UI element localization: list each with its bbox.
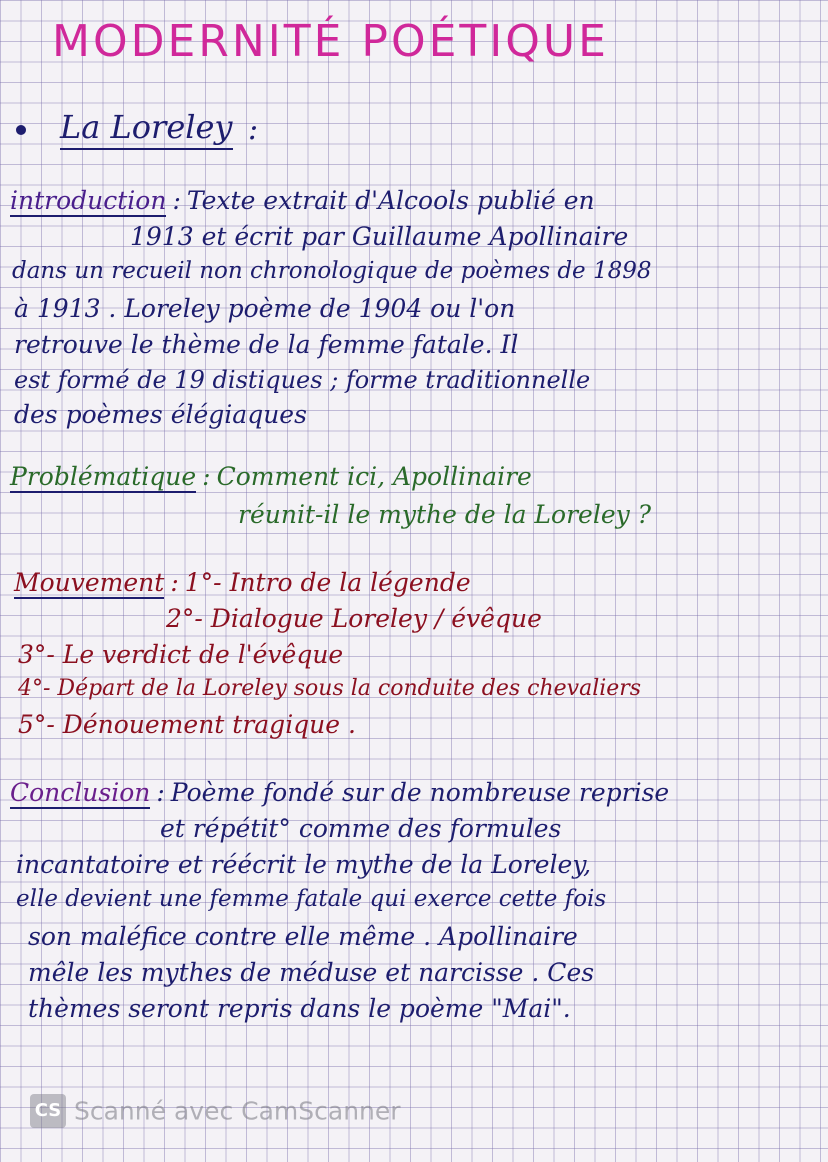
section-title: La Loreley [60, 108, 233, 150]
page-title: MODERNITÉ POÉTIQUE [52, 16, 609, 67]
conclusion-line-7: thèmes seront repris dans le poème "Mai". [28, 994, 571, 1023]
conclusion-text-1: Poème fondé sur de nombreuse reprise [170, 778, 670, 807]
introduction-line-4: à 1913 . Loreley poème de 1904 ou l'on [14, 294, 516, 323]
mouvement-item-2: 2°- Dialogue Loreley / évêque [166, 604, 542, 633]
mouvement-item-3: 3°- Le verdict de l'évêque [18, 640, 344, 669]
conclusion-line-1: Conclusion : Poème fondé sur de nombreuse reprise [10, 778, 670, 807]
conclusion-line-2: et répétit° comme des formules [160, 814, 562, 843]
problematique-line-1: Problématique : Comment ici, Apollinaire [10, 462, 532, 491]
conclusion-line-3: incantatoire et réécrit le mythe de la Loreley, [16, 850, 592, 879]
mouvement-item-1: 1°- Intro de la légende [184, 568, 471, 597]
introduction-line-1: introduction : Texte extrait d'Alcools publié en [10, 186, 595, 215]
problematique-label: Problématique [10, 462, 197, 491]
mouvement-item-5: 5°- Dénouement tragique . [18, 710, 356, 739]
problematique-text-1: Comment ici, Apollinaire [216, 462, 532, 491]
camscanner-logo-icon: CS [30, 1094, 66, 1128]
camscanner-watermark [30, 1094, 401, 1128]
conclusion-label: Conclusion [10, 778, 151, 807]
conclusion-line-4: elle devient une femme fatale qui exerce cette fois [16, 886, 607, 912]
introduction-label: introduction [10, 186, 167, 215]
conclusion-line-6: mêle les mythes de méduse et narcisse . Ces [28, 958, 595, 987]
mouvement-label: Mouvement [14, 568, 165, 597]
introduction-line-5: retrouve le thème de la femme fatale. Il [14, 330, 519, 359]
introduction-line-7: des poèmes élégiaques [14, 400, 307, 429]
conclusion-line-5: son maléfice contre elle même . Apollinaire [28, 922, 578, 951]
introduction-line-6: est formé de 19 distiques ; forme traditionnelle [14, 366, 591, 394]
problematique-line-2: réunit-il le mythe de la Loreley ? [238, 500, 652, 529]
mouvement-line-1: Mouvement : 1°- Intro de la légende [14, 568, 471, 597]
mouvement-item-4: 4°- Départ de la Loreley sous la conduite des chevaliers [18, 676, 642, 701]
introduction-line-3: dans un recueil non chronologique de poèmes de 1898 [12, 258, 652, 284]
watermark-text: Scanné avec CamScanner [74, 1096, 401, 1126]
introduction-line-2: 1913 et écrit par Guillaume Apollinaire [130, 222, 629, 251]
section-colon: : [248, 112, 259, 147]
introduction-text-1: Texte extrait d'Alcools publié en [186, 186, 595, 215]
bullet-dot [16, 125, 26, 135]
